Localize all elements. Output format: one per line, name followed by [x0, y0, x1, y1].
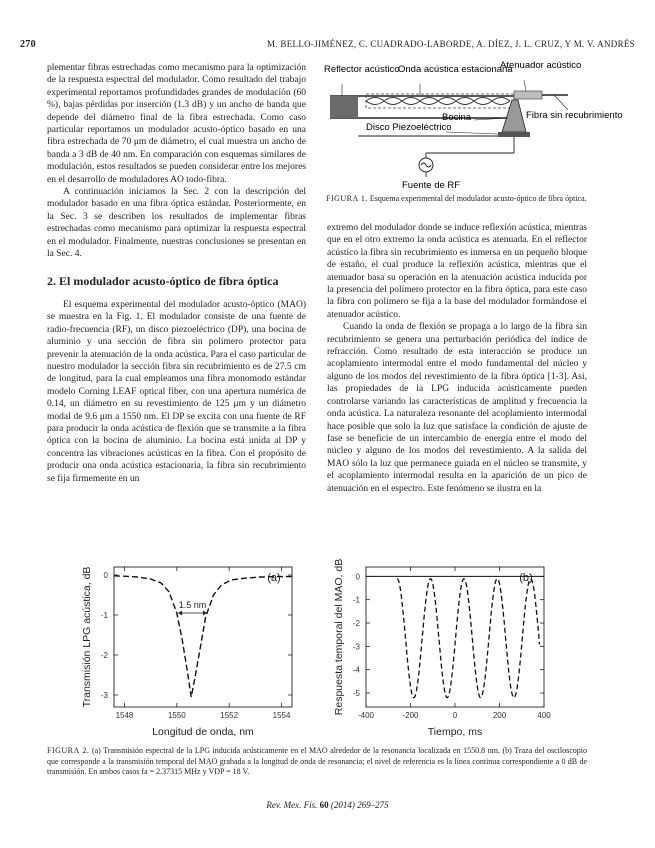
x-tick-label: 1554 [272, 711, 291, 720]
panel-label: (b) [519, 572, 533, 584]
y-tick-label: -4 [352, 665, 360, 675]
horn [502, 100, 526, 132]
arrow-head [178, 611, 182, 616]
y-tick-label: 0 [355, 572, 360, 582]
caption-text: Esquema experimental del modulador acusto-óptico de fibra óptica. [369, 194, 587, 203]
y-tick-label: -2 [352, 619, 360, 628]
label-atenuador: Atenuador acústico [500, 60, 582, 71]
leader-line [524, 80, 526, 91]
leader-line [554, 95, 568, 110]
figure-2-caption [47, 746, 587, 778]
x-tick-label: 1550 [167, 711, 186, 720]
y-tick-label: -3 [100, 691, 108, 700]
attenuator [514, 91, 542, 99]
panel-label: (a) [267, 572, 281, 584]
y-tick-label: 0 [103, 571, 108, 580]
y-axis-label: Transmisión LPG acústica, dB [81, 566, 93, 708]
caption-label: FIGURA 2. [47, 746, 90, 755]
page-footer [0, 800, 655, 810]
right-column [327, 222, 587, 495]
paragraph: A continuación iniciamos la Sec. 2 con la descripción del modulador basado en una fibra óptica estándar. Posteriormente, en la Sec. 3 se describen los resultados de implementar fibras estrechadas como mecanismo para optimizar la respuesta espectral en el modulador. Finalmente, nuestras conclusiones se presentan en la Sec. 4. [47, 187, 306, 260]
piezo-disc [498, 132, 530, 137]
x-axis-label: Longitud de onda, nm [152, 726, 254, 738]
figure-1-diagram [322, 58, 623, 193]
plot-frame [114, 567, 292, 707]
y-axis-label: Respuesta temporal del MAO, dB [333, 558, 345, 716]
x-axis-label: Tiempo, ms [427, 726, 483, 738]
label-fibra: Fibra sin recubrimiento [526, 110, 623, 121]
y-tick-label: -2 [100, 651, 108, 660]
label-reflector: Reflector acústico [324, 64, 400, 75]
figure-2b-chart [322, 552, 562, 742]
page-number: 270 [20, 39, 36, 50]
y-tick-label: -1 [100, 611, 108, 620]
series-line [114, 576, 292, 697]
x-tick-label: -200 [402, 711, 419, 720]
label-disco: Disco Piezoeléctrico [366, 122, 452, 133]
label-bocina: Bocina [442, 112, 472, 123]
paragraph: extremo del modulador donde se induce reflexión acústica, mientras que en el otro extremo la onda acústica es atenuada. En el reflector acústico la fibra sin recubrimiento es inmersa en un pequeño bloque de estaño, el cual produce la reflexión acústica, mientras que el atenuador basa su operación en la atenuación acústica inducida por la presencia del polímero protector en la fibra óptica, para este caso la fibra con polímero se fija a la base del modulador formándose el atenuador acústico. [327, 223, 587, 320]
reflector-block [330, 96, 358, 118]
leader-line [446, 132, 498, 134]
y-tick-label: -3 [352, 642, 360, 652]
journal-name: Rev. Mex. Fís. [266, 800, 318, 810]
label-onda: Onda acústica estacionaria [398, 64, 513, 75]
arrow-head [203, 611, 207, 616]
left-column [47, 62, 306, 485]
figure-1-caption [326, 194, 588, 205]
running-header [20, 39, 635, 53]
running-authors: M. BELLO-JIMÉNEZ, C. CUADRADO-LABORDE, A. DÍEZ, J. L. CRUZ, Y M. V. ANDRÉS [267, 39, 635, 49]
paragraph: Cuando la onda de flexión se propaga a lo largo de la fibra sin recubrimiento se genera una perturbación periódica del índice de refracción. Como resultado de esta interacción se produce un acoplamiento intermodal entre el modo fundamental del núcleo y alguno de los modos del revestimiento de la fibra óptica [1-3]. Así, las propiedades de la LPG inducida acústicamente pueden controlarse variando las características de amplitud y frecuencia la onda acústica. La naturaleza resonante del acoplamiento intermodal hace posible que solo la luz que satisface la condición de ajuste de fase se beneficie de un intercambio de energía entre el modo del núcleo y alguno de los modos del revestimiento. A la salida del MAO sólo la luz que permanece guiada en el núcleo se transmite, y el acoplamiento intermodal resulta en la aparición de un pico de atenuación en el espectro. Este fenómeno se ilustra en la [327, 322, 587, 494]
paragraph: El esquema experimental del modulador acusto-óptico (MAO) se muestra en la Fig. 1. El modulador consiste de una fuente de radio-frecuencia (RF), un disco piezoeléctrico (DP), una bocina de aluminio y una sección de fibra sin polímero protector para prevenir la atenuación de la onda acústica. Para el caso particular de nuestro modulador la sección fibra sin recubrimiento es de 27.5 cm de longitud, para la cual empleamos una fibra monomodo estándar modelo Corning LEAF optical fiber, con una apertura numérica de 0.14, un diámetro en su revestimiento de 125 μm y un diámetro modal de 9.6 μm a 1550 nm. El DP se excita con una fuente de RF para producir la onda acústica de flexión que se transmite a la fibra óptica con la bocina de aluminio. La bocina está unida al DP y concentra las vibraciones acústicas en la fibra. Con el propósito de producir una onda acústica estacionaria, la fibra sin recubrimiento se fija firmemente en un [47, 299, 307, 484]
caption-label: FIGURA 1. [326, 194, 368, 203]
journal-volume: 60 [319, 800, 329, 810]
bandwidth-label: 1.5 nm [178, 600, 207, 610]
x-tick-label: 0 [452, 711, 458, 720]
y-tick-label: -1 [352, 595, 360, 605]
x-tick-label: 1548 [115, 711, 134, 720]
figure-2a-chart [62, 552, 312, 742]
x-tick-label: 200 [492, 711, 507, 720]
label-fuente: Fuente de RF [402, 180, 461, 191]
x-tick-label: -400 [357, 711, 375, 720]
paragraph: plementar fibras estrechadas como mecanismo para la optimización de la respuesta espectral del modulador. Como resultado del trabajo experimental reportamos profundidades grandes de modulación (60 %), bajas pérdidas por inserción (1.3 dB) y un ancho de banda que depende del diámetro final de la fibra estrechada. Como caso particular reportamos un modulador acusto-óptico basado en una fibra estrechada de 70 μm de diámetro, el cual muestra un ancho de banda a 3 dB de 40 nm. En comparación con esquemas similares de modulación, estos resultados se pueden considerar entre los mejores en el desarrollo de moduladores AO todo-fibra. [47, 63, 306, 185]
caption-text: (a) Transmisión espectral de la LPG inducida acústicamente en el MAO alrededor de la resonancia localizada en 1550.8 nm. (b) Traza del osciloscopio que corresponde a la transmisión temporal del MAO grabada a la longitud de onda de resonancia; el nivel de referencia es la línea continua correspondiente a 0 dB de transmisión. En ambos casos fa = 2.37315 MHz y VDP = 18 V. [47, 746, 588, 776]
journal-year-pages: (2014) 269–275 [330, 800, 389, 810]
y-tick-label: -5 [352, 689, 360, 698]
x-tick-label: 1552 [220, 711, 239, 720]
x-tick-label: 400 [537, 711, 551, 720]
response-line [397, 579, 539, 698]
section-title: 2. El modulador acusto-óptico de fibra óptica [47, 273, 279, 288]
